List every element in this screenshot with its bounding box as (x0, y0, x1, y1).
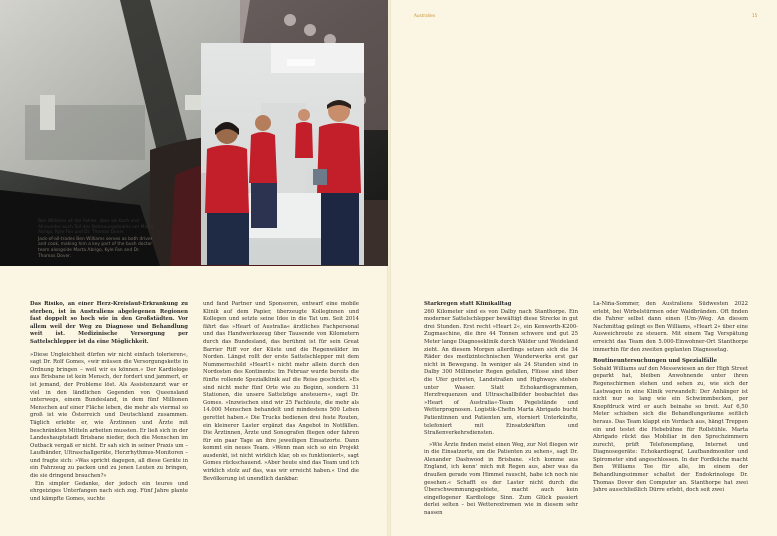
paragraph: 260 Kilometer sind es von Dalby nach Stanthorpe. Ein moderner Sattelschlepper bewältigt diese Strecke in gut drei Stunden. Erst recht »Heart 2«, ein Kenworth-K200-Zugmaschine, die ihre 44 Tonnen schwere und gut 25 Meter lange Diagnoseklinik durch Wälder und Weideland zieht. An diesem Morgen allerdings setzen sich die 34 Räder des medizintechnischen Wunderwerks erst gar nicht in Bewegung. In weniger als 24 Stunden sind in Dalby 300 Millimeter Regen gefallen, Flüsse sind über die Ufer getreten, Landstraßen und Highways stehen unter Wasser. Statt Echokardiogrammen, Herzfrequenzen und Ultraschallbilder beobachtet das »Heart of Australia«-Team Pegelstände und Wetterprognosen. Logistik-Chefin Marta Abrigado bucht Patientinnen und Patienten um, storniert Unterkünfte, telefoniert mit Einsatzkräften und Straßenverkehrsdiensten. (424, 308, 578, 437)
paragraph: Sobald Williams auf den Messewiesen an der High Street geparkt hat, bleiben Anwohnende unter ihren Regenschirmen stehen und sehen zu, wie sich der Lastwagen in eine Klinik verwandelt: Der Anhänger ist nicht nur so lang wie ein Schwimmbecken, per Knopfdruck wird er auch beinahe so breit. Auf 6,50 Meter schieben sich die Behandlungsräume seitlich heraus. Das Team klappt ein Vordach aus, hängt Treppen ein und testet die Hebebühne für Rollstühle. Marta Abrigado rückt das Mobiliar in den Sprechzimmern zurecht, prüft Telefonempfang, Internet und Diagnosegeräte: Echokardiograf, Laufbandmonitor und Spirometer sind angeschlossen. In der Fordküche macht Ben Williams Tee für alle, im einem der Behandlungszimmer schaltet der Endokrinologe Dr. Thomas Dover den Computer an. Stanthorpe hat zwei Jahre ausschließlich Dürre erlebt, doch seit zwei (593, 365, 748, 494)
subheading: Starkregen statt Klinikalltag (424, 301, 512, 307)
paragraph: »Wie Ärzte finden meist einen Weg, zur Not fliegen wir in die Einsatzorte, um die Patienten zu sehen«, sagt Dr. Alexander Dashwood in Brisbane. »Ich komme aus England, ich kenn' mich mit Regen aus, aber was da draußen gerade vom Himmel rauscht, habe ich noch nie gesehen.« Schafft es der Laster nicht durch die Überschwemmungsgebiete, macht auch kein eingeflogener Kardiologe Sinn. Zum Glück passiert derlei selten – bei Wetterextremen wie in diesem sehr nassen (424, 441, 578, 517)
caption-german: Ben Williams ist der Fahrer, aber als Koch und Allrounder auch Teil des Betreuungsteams um Marta Abrigo, Kyle Fan und Dr. Thomas Dover. (38, 219, 154, 236)
paragraph: »Diese Ungleichheit dürfen wir nicht einfach tolerieren«, sagt Dr. Rolf Gomes, »wir müssen die Versorgungskette in Ordnung bringen – weil wir es können.« Der Kardiologe aus Brisbane ist kein Mensch, der fordert und jammert, er ist jemand, der Probleme löst. Als Assistenzarzt war er viel in den ländlichen Gegenden von Queensland unterwegs, einem Bundesland, in dem fünf Millionen Menschen auf einer Fläche leben, die mehr als viermal so groß ist wie Österreich und Deutschland zusammen. Täglich erlebte er, wie Ärztinnen und Ärzte mit beschränkten Mitteln arbeiten mussten. Er ließ sich in der Landeshauptstadt Brisbane nieder, doch die Menschen im Outback vergaß er nicht. Er sah sich in seiner Praxis um – Laufbänder, Ultraschallgeräte, Herzrhythmus-Monitoren – und fragte sich: »Was spricht dagegen, all diese Geräte in ein Fahrzeug zu packen und zu jenen Leuten zu bringen, die sie dringend brauchen?« (30, 351, 188, 480)
caption-english: Jack-of-all-trades Ben Williams serves as both driver and cook, making him a key part of the bush doctor team alongside Marta Abrigo, Kyle Fan and Dr. Thomas Dover. (38, 236, 153, 259)
article-lead: Das Risiko, an einer Herz-Kreislauf-Erkrankung zu sterben, ist in Australiens abgelegenen Regionen fast doppelt so hoch wie in den Großstädten. Vor allem weil der Weg zu Diagnose und Behandlung weit ist. Medizinische Versorgung per Sattelschlepper ist da eine Möglichkeit. (30, 301, 188, 345)
paragraph: Ein simpler Gedanke, der jedoch ein teures und ehrgeiziges Unterfangen nach sich zog. Fünf Jahre plante und kämpfte Gomes, suchte (30, 480, 188, 502)
article-column-2 (203, 301, 359, 533)
paragraph: La-Niña-Sommer, den Australiens Südwesten 2022 erlebt, bei Wirbelstürmen oder Waldbränden. Oft finden die Fahrer selbst dann einen (Um-)Weg. An diesem Nachmittag gelingt es Ben Williams, »Heart 2« über eine Ausweichroute zu steuern. Mit einem Tag Verspätung erreicht das Team den 5.000-Einwohner-Ort Stanthorpe immerhin für den zweiten geplanten Diagnosetag. (593, 301, 748, 353)
article-column-3 (424, 301, 578, 533)
page-number: 15 (752, 13, 758, 18)
section-label: Australien (414, 13, 436, 18)
medical-team-photo (201, 43, 364, 265)
article-column-1 (30, 301, 188, 533)
photo-caption (38, 219, 156, 259)
article-column-4 (593, 301, 748, 533)
subheading: Routineuntersuchungen und Spezialfälle (593, 358, 718, 365)
paragraph: und fand Partner und Sponsoren, entwarf eine mobile Klinik auf dem Papier, überzeugte Kolleginnen und Kollegen und setzte seine Idee in die Tat um. Seit 2014 fährt das »Heart of Australia« ärztliches Fachpersonal und das Handwerkszeug über Tausende von Kilometern durch das Bundesland, das berühmt ist für sein Great Barrier Riff vor der Küste und die Regenwälder im Norden. Längst rollt der erste Sattelschlepper mit dem Nummernschild »Heart1« nicht mehr allein durch den Nordosten des Kontinents: Im Februar wurde bereits die fünfte rollende Spezialklinik auf die Reise geschickt. »Es sind nicht mehr fünf Orte wie zu Beginn, sondern 31 Stationen, die unsere Sattelzüge ansteuern«, sagt Dr. Gomes. »Inzwischen sind wir 25 Fachleute, die mehr als 14.000 Menschen behandelt und mindestens 500 Leben gerettet haben.« Die Trucks bedienen drei feste Routen, ein kleinerer Laster ergänzt das Angebot in Notfällen. Die Ärztinnen, Ärzte und Sonografen fliegen oder fahren für ein paar Tage an ihre jeweiligen Einsatzorte. Dann kommt ein neues Team. »Wenn man sich so ein Projekt ausdenkt, ist nicht wirklich klar, ob es funktioniert«, sagt Gomes rückschauend. »Aber heute sind das Team und ich wirklich stolz auf das, was wir erreicht haben.« Und die Bevölkerung ist unendlich dankbar. (203, 301, 359, 482)
